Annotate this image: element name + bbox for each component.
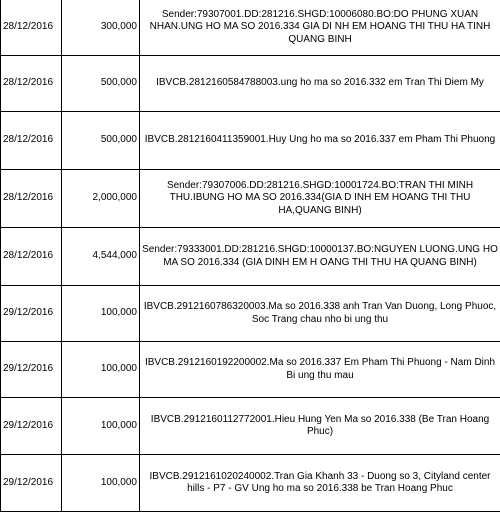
table-row: [1, 56, 500, 112]
date-cell: 29/12/2016: [1, 455, 62, 512]
date-cell: 29/12/2016: [1, 398, 62, 455]
date-cell: 28/12/2016: [1, 170, 62, 228]
description-cell: IBVCB.2812160411359001.Huy Ung ho ma so 2016.337 em Pham Thi Phuong: [140, 112, 500, 170]
amount-cell: 2,000,000: [62, 170, 140, 228]
description-cell: IBVCB.2912160112772001.Hieu Hung Yen Ma so 2016.338 (Be Tran Hoang Phuc): [140, 398, 500, 455]
amount-cell: 100,000: [62, 342, 140, 398]
description-cell: IBVCB.2812160584788003.ung ho ma so 2016.332 em Tran Thi Diem My: [140, 56, 500, 112]
amount-cell: 100,000: [62, 286, 140, 342]
description-cell: Sender:79333001.DD:281216.SHGD:10000137.BO:NGUYEN LUONG.UNG HO MA SO 2016.334 (GIA DINH EM H OANG THI THU HA QUANG BINH): [140, 228, 500, 286]
date-cell: 28/12/2016: [1, 56, 62, 112]
table-row: [1, 342, 500, 398]
description-cell: Sender:79307006.DD:281216.SHGD:10001724.BO:TRAN THI MINH THU.IBUNG HO MA SO 2016.334(GIA D INH EM HOANG THI THU HA,QUANG BINH): [140, 170, 500, 228]
table-row: [1, 228, 500, 286]
amount-cell: 500,000: [62, 56, 140, 112]
table-row: [1, 398, 500, 455]
date-cell: 29/12/2016: [1, 342, 62, 398]
description-cell: IBVCB.2912160786320003.Ma so 2016.338 anh Tran Van Duong, Long Phuoc, Soc Trang chau nho bi ung thu: [140, 286, 500, 342]
date-cell: 28/12/2016: [1, 228, 62, 286]
date-cell: 29/12/2016: [1, 286, 62, 342]
amount-cell: 100,000: [62, 455, 140, 512]
date-cell: 28/12/2016: [1, 112, 62, 170]
amount-cell: 4,544,000: [62, 228, 140, 286]
description-cell: IBVCB.2912161020240002.Tran Gia Khanh 33 - Duong so 3, Cityland center hills - P7 - GV Ung ho ma so 2016.338 be Tran Hoang Phuc: [140, 455, 500, 512]
amount-cell: 300,000: [62, 0, 140, 56]
table-row: [1, 170, 500, 228]
amount-cell: 500,000: [62, 112, 140, 170]
date-cell: 28/12/2016: [1, 0, 62, 56]
amount-cell: 100,000: [62, 398, 140, 455]
description-cell: IBVCB.2912160192200002.Ma so 2016.337 Em Pham Thi Phuong - Nam Dinh Bi ung thu mau: [140, 342, 500, 398]
table-row: [1, 112, 500, 170]
table-row: [1, 286, 500, 342]
table-row: [1, 455, 500, 512]
table-row: [1, 0, 500, 56]
description-cell: Sender:79307001.DD:281216.SHGD:10006080.BO:DO PHUNG XUAN NHAN.UNG HO MA SO 2016.334 GIA DI NH EM HOANG THI THU HA TINH QUANG BINH: [140, 0, 500, 56]
